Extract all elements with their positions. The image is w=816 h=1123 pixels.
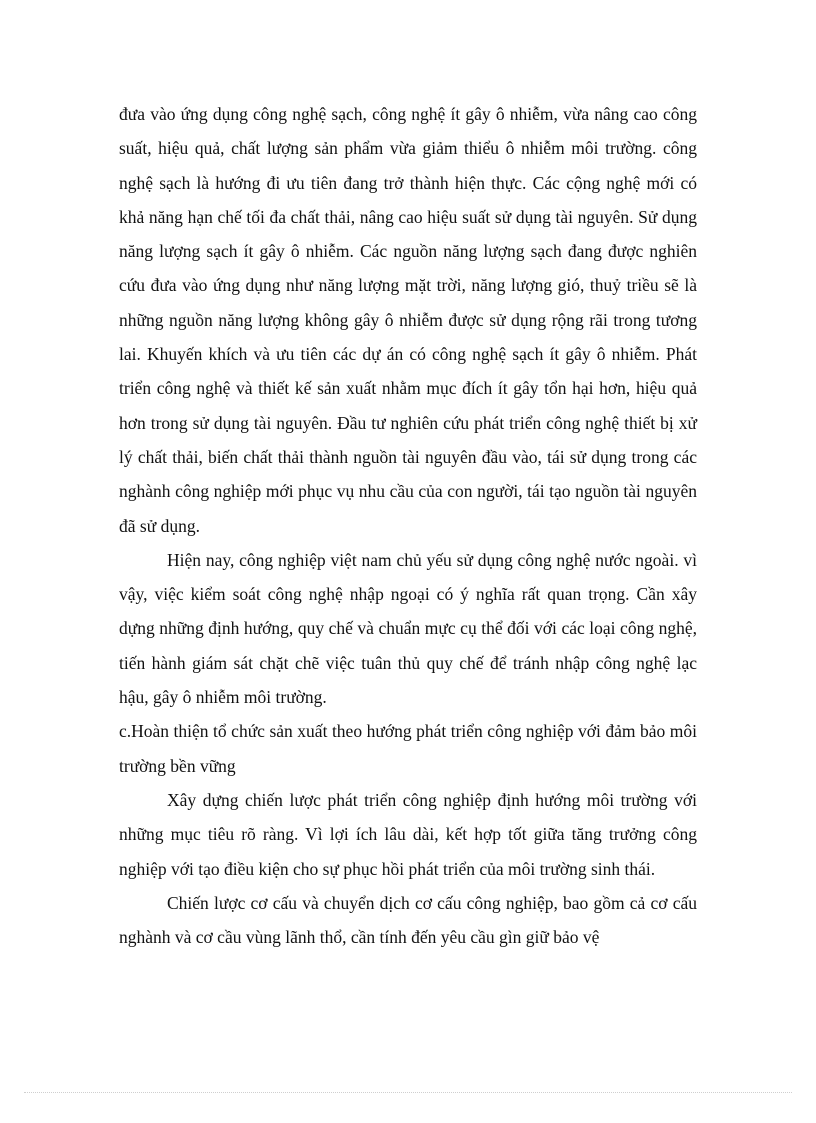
page-bottom-divider [24,1092,792,1093]
paragraph-imported-technology: Hiện nay, công nghiệp việt nam chủ yếu sử dụng công nghệ nước ngoài. vì vậy, việc kiểm soát công nghệ nhập ngoại có ý nghĩa rất quan trọng. Cần xây dựng những định hướng, quy chế và chuẩn mực cụ thể đối với các loại công nghệ, tiến hành giám sát chặt chẽ việc tuân thủ quy chế để tránh nhập công nghệ lạc hậu, gây ô nhiễm môi trường. [119,549,697,708]
paragraph-structural-strategy: Chiến lược cơ cấu và chuyển dịch cơ cấu công nghiệp, bao gồm cả cơ cấu nghành và cơ cầu vùng lãnh thổ, cần tính đến yêu cầu gìn giữ bảo vệ [119,892,697,948]
paragraph-clean-technology: đưa vào ứng dụng công nghệ sạch, công nghệ ít gây ô nhiễm, vừa nâng cao công suất, hiệu quả, chất lượng sản phẩm vừa giảm thiểu ô nhiễm môi trường. công nghệ sạch là hướng đi ưu tiên đang trở thành hiện thực. Các cộng nghệ mới có khả năng hạn chế tối đa chất thải, nâng cao hiệu suất sử dụng tài nguyên. Sử dụng năng lượng sạch ít gây ô nhiễm. Các nguồn năng lượng sạch đang được nghiên cứu đưa vào ứng dụng như năng lượng mặt trời, năng lượng gió, thuỷ triều sẽ là những nguồn năng lượng không gây ô nhiễm được sử dụng rộng rãi trong tương lai. Khuyến khích và ưu tiên các dự án có công nghệ sạch ít gây ô nhiễm. Phát triển công nghệ và thiết kế sản xuất nhằm mục đích ít gây tổn hại hơn, hiệu quả hơn trong sử dụng tài nguyên. Đầu tư nghiên cứu phát triển công nghệ thiết bị xử lý chất thải, biến chất thải thành nguồn tài nguyên đầu vào, tái sử dụng trong các nghành công nghiệp mới phục vụ nhu cầu của con người, tái tạo nguồn tài nguyên đã sử dụng. [119,104,697,536]
section-heading-c: c.Hoàn thiện tổ chức sản xuất theo hướng phát triển công nghiệp với đảm bảo môi trường bền vững [119,721,697,776]
paragraph-industrial-strategy: Xây dựng chiến lược phát triển công nghiệp định hướng môi trường với những mục tiêu rõ ràng. Vì lợi ích lâu dài, kết hợp tốt giữa tăng trưởng công nghiệp với tạo điều kiện cho sự phục hồi phát triển của môi trường sinh thái. [119,789,697,879]
document-body [119,97,697,954]
